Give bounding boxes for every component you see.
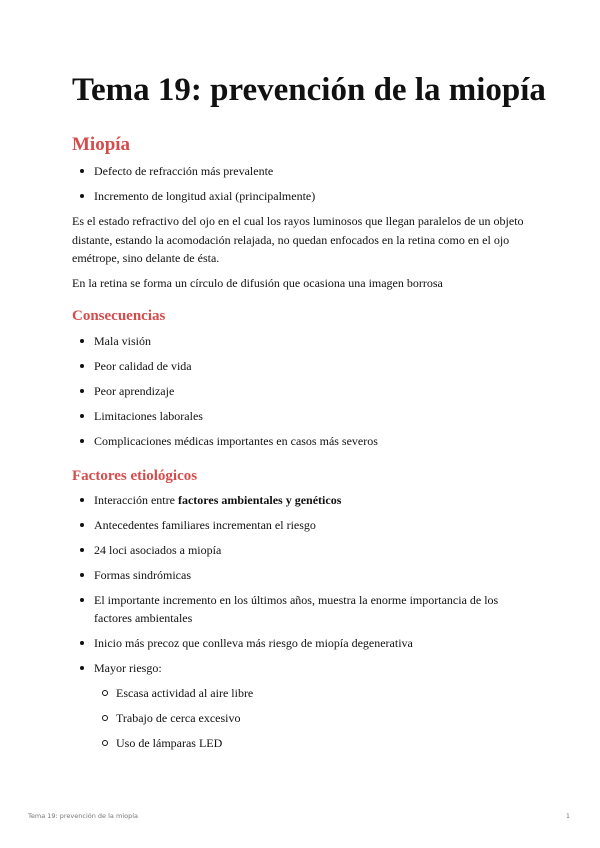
list-item-emphasis: factores ambientales y genéticos — [177, 493, 342, 507]
page-title: Tema 19: prevención de la miopía — [72, 72, 546, 108]
sublist-item: Trabajo de cerca excesivo — [94, 709, 532, 727]
sublist-item: Escasa actividad al aire libre — [94, 684, 532, 702]
footer-title: Tema 19: prevención de la miopía — [28, 812, 139, 820]
list-item — [72, 659, 532, 752]
subheading-consecuencias: Consecuencias — [72, 308, 166, 324]
subheading-factores: Factores etiológicos — [72, 468, 198, 484]
factores-list — [72, 491, 532, 752]
list-item-prefix: Interacción entre — [94, 493, 178, 507]
definition-paragraph: Es el estado refractivo del ojo en el cual los rayos luminosos que llegan paralelos de un objeto distante, estando la acomodación relajada, no quedan enfocados en la retina como en el ojo emétrope, sino delante de ésta. — [72, 214, 524, 265]
miopia-block — [72, 162, 532, 292]
sublist-item: Uso de lámparas LED — [94, 734, 532, 752]
section-heading-miopia: Miopía — [72, 134, 131, 155]
list-item: Limitaciones laborales — [72, 407, 532, 425]
consecuencias-list — [72, 332, 532, 450]
list-item: Peor aprendizaje — [72, 382, 532, 400]
list-item-label: Mayor riesgo: — [94, 661, 162, 675]
page-number: 1 — [565, 812, 570, 820]
list-item: Mala visión — [72, 332, 532, 350]
list-item: 24 loci asociados a miopía — [72, 541, 532, 559]
list-item: Inicio más precoz que conlleva más riesgo de miopía degenerativa — [72, 634, 532, 652]
list-item: Antecedentes familiares incrementan el riesgo — [72, 516, 532, 534]
list-item: Formas sindrómicas — [72, 566, 532, 584]
retina-paragraph: En la retina se forma un círculo de difusión que ocasiona una imagen borrosa — [72, 275, 443, 290]
list-item: Incremento de longitud axial (principalmente) — [72, 187, 532, 205]
list-item — [72, 491, 532, 509]
miopia-bullet-list — [72, 162, 532, 205]
list-item: Defecto de refracción más prevalente — [72, 162, 532, 180]
factores-block — [72, 491, 532, 759]
list-item: El importante incremento en los últimos años, muestra la enorme importancia de los factores ambientales — [72, 591, 532, 627]
list-item: Complicaciones médicas importantes en casos más severos — [72, 432, 532, 450]
consecuencias-block — [72, 332, 532, 457]
list-item: Peor calidad de vida — [72, 357, 532, 375]
riesgo-sublist — [94, 684, 532, 752]
